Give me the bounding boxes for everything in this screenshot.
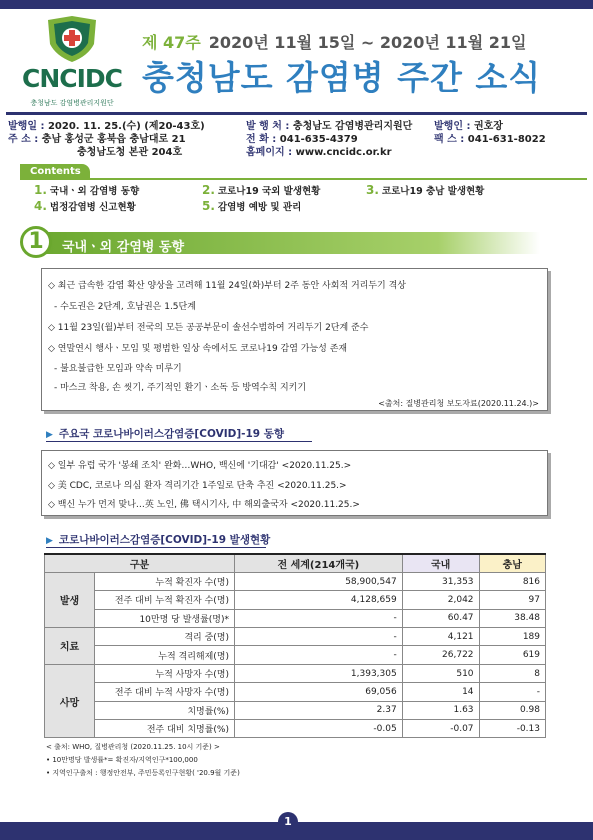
col-header-chungnam: 충남 — [479, 554, 545, 572]
table-cell: -0.05 — [235, 720, 403, 738]
period: 2020년 11월 15일 ~ 2020년 11월 21일 — [208, 33, 527, 52]
phone-label: 전 화 : — [246, 134, 277, 145]
row-category: 치료 — [45, 628, 95, 665]
homepage-link[interactable]: www.cncidc.or.kr — [295, 147, 392, 158]
covid-status-table — [44, 553, 546, 738]
triangle-icon: ▶ — [46, 430, 53, 440]
row-label: 전주 대비 누적 확진자 수(명) — [95, 591, 235, 609]
homepage-label: 홈페이지 : — [246, 147, 293, 158]
table-cell: 816 — [479, 572, 545, 590]
table-cell: - — [235, 609, 403, 627]
table-row — [45, 664, 546, 682]
table-cell: - — [235, 646, 403, 664]
table-source-note: < 출처: WHO, 질병관리청 (2020.11.25. 10시 기준) > — [46, 743, 220, 751]
cncidc-logo — [12, 16, 132, 114]
table-cell: 2.37 — [235, 701, 403, 719]
row-label: 누적 확진자 수(명) — [95, 572, 235, 590]
contents-divider — [20, 178, 587, 180]
trend-source: <출처: 질병관리청 보도자료(2020.11.24.)> — [378, 399, 539, 408]
col-header-world: 전 세계(214개국) — [235, 554, 403, 572]
page-number: 1 — [278, 812, 298, 832]
table-row — [45, 628, 546, 646]
trend-line-5: - 불요불급한 모임과 약속 미루기 — [54, 364, 182, 374]
section-1-title: 국내ㆍ외 감염병 동향 — [62, 240, 185, 255]
table-row — [45, 591, 546, 609]
population-note: • 지역인구출처 : 행정안전부, 주민등록인구현황( '20.9월 기준) — [46, 769, 240, 777]
subsection-covid-status: ▶ 코로나바이러스감염증[COVID]-19 발생현황 — [46, 534, 271, 546]
table-cell: 69,056 — [235, 683, 403, 701]
row-label: 전주 대비 치명률(%) — [95, 720, 235, 738]
table-cell: 4,128,659 — [235, 591, 403, 609]
header-divider — [6, 112, 587, 115]
col-header-korea: 국내 — [402, 554, 479, 572]
section-1-number: 1 — [20, 226, 52, 258]
contents-item-2[interactable]: 2. 코로나19 국외 발생현황 — [202, 183, 321, 197]
table-cell: 1,393,305 — [235, 664, 403, 682]
subsection-underline — [46, 441, 312, 442]
trend-line-2: - 수도권은 2단계, 호남권은 1.5단계 — [54, 302, 196, 312]
row-label: 10만명 당 발생률(명)* — [95, 609, 235, 627]
table-cell: 510 — [402, 664, 479, 682]
news-line-3[interactable]: ◇ 백신 누가 먼저 맞나…英 노인, 佛 택시기사, 中 해외출국자 <2020.11.25.> — [48, 500, 360, 510]
row-label: 누적 격리해제(명) — [95, 646, 235, 664]
table-cell: 97 — [479, 591, 545, 609]
subsection-underline — [46, 547, 266, 548]
row-label: 누적 사망자 수(명) — [95, 664, 235, 682]
trend-box — [41, 268, 548, 411]
row-label: 치명률(%) — [95, 701, 235, 719]
table-row — [45, 572, 546, 590]
table-cell: 31,353 — [402, 572, 479, 590]
issue-date-label: 발행일 : — [8, 121, 45, 132]
news-line-2[interactable]: ◇ 美 CDC, 코로나 의심 환자 격리기간 1주일로 단축 추진 <2020.11.25.> — [48, 481, 347, 491]
table-row — [45, 609, 546, 627]
incidence-note: • 10만명당 발생률*= 확진자/지역인구*100,000 — [46, 756, 198, 764]
foreign-news-box — [41, 450, 548, 516]
contents-item-4[interactable]: 4. 법정감염병 신고현황 — [34, 199, 136, 213]
table-cell: 189 — [479, 628, 545, 646]
address-value-2: 충청남도청 본관 204호 — [77, 147, 183, 158]
contents-item-3[interactable]: 3. 코로나19 충남 발생현황 — [366, 183, 485, 197]
trend-line-1: ◇ 최근 급속한 감염 확산 양상을 고려해 11월 24일(화)부터 2주 동안 사회적 거리두기 격상 — [48, 281, 406, 291]
publisher-label: 발 행 처 : — [246, 121, 290, 132]
week-number: 제 47주 — [142, 33, 201, 52]
col-header-category: 구분 — [45, 554, 235, 572]
address-value: 충남 홍성군 홍북읍 충남대로 21 — [41, 134, 186, 145]
table-cell: - — [479, 683, 545, 701]
row-label: 전주 대비 누적 사망자 수(명) — [95, 683, 235, 701]
row-label: 격리 중(명) — [95, 628, 235, 646]
publisher-value: 충청남도 감염병관리지원단 — [292, 121, 413, 132]
table-cell: 26,722 — [402, 646, 479, 664]
table-cell: -0.07 — [402, 720, 479, 738]
table-header-row — [45, 554, 546, 572]
logo-subtitle: 충청남도 감염병관리지원단 — [30, 99, 114, 107]
table-cell: 0.98 — [479, 701, 545, 719]
row-category: 발생 — [45, 572, 95, 627]
news-line-1[interactable]: ◇ 일부 유럽 국가 '봉쇄 조치' 완화…WHO, 백신에 '기대감' <2020.11.25.> — [48, 461, 352, 471]
phone-value: 041-635-4379 — [279, 134, 358, 145]
table-cell: 619 — [479, 646, 545, 664]
table-cell: 4,121 — [402, 628, 479, 646]
issue-line — [142, 30, 526, 53]
table-cell: 60.47 — [402, 609, 479, 627]
shield-icon — [44, 16, 100, 62]
address-label: 주 소 : — [8, 134, 39, 145]
table-row — [45, 720, 546, 738]
issuer-value: 권호장 — [473, 121, 503, 132]
subsection-foreign-trends: ▶ 주요국 코로나바이러스감염증[COVID]-19 동향 — [46, 428, 285, 440]
fax-value: 041-631-8022 — [467, 134, 546, 145]
top-bar — [0, 0, 593, 9]
table-cell: 38.48 — [479, 609, 545, 627]
contents-tab: Contents — [20, 164, 90, 179]
table-cell: - — [235, 628, 403, 646]
table-cell: 2,042 — [402, 591, 479, 609]
table-row — [45, 683, 546, 701]
trend-line-3: ◇ 11월 23일(월)부터 전국의 모든 공공부문이 솔선수범하여 거리두기 2단계 준수 — [48, 323, 369, 333]
table-cell: 58,900,547 — [235, 572, 403, 590]
page-title: 충청남도 감염병 주간 소식 — [142, 58, 542, 97]
table-row — [45, 646, 546, 664]
table-row — [45, 701, 546, 719]
issue-date-value: 2020. 11. 25.(수) (제20-43호) — [47, 121, 205, 132]
table-cell: 1.63 — [402, 701, 479, 719]
row-category: 사망 — [45, 664, 95, 738]
table-cell: 8 — [479, 664, 545, 682]
trend-line-6: - 마스크 착용, 손 씻기, 주기적인 환기ㆍ소독 등 방역수칙 지키기 — [54, 383, 307, 393]
contents-item-1[interactable]: 1. 국내ㆍ외 감염병 동향 — [34, 183, 140, 197]
table-cell: -0.13 — [479, 720, 545, 738]
table-cell: 14 — [402, 683, 479, 701]
triangle-icon: ▶ — [46, 536, 53, 546]
contents-item-5[interactable]: 5. 감염병 예방 및 관리 — [202, 199, 302, 213]
trend-line-4: ◇ 연말연시 행사ㆍ모임 및 평범한 일상 속에서도 코로나19 감염 가능성 존재 — [48, 344, 348, 354]
issuer-label: 발행인 : — [434, 121, 471, 132]
fax-label: 팩 스 : — [434, 134, 465, 145]
logo-text: CNCIDC — [21, 64, 123, 93]
